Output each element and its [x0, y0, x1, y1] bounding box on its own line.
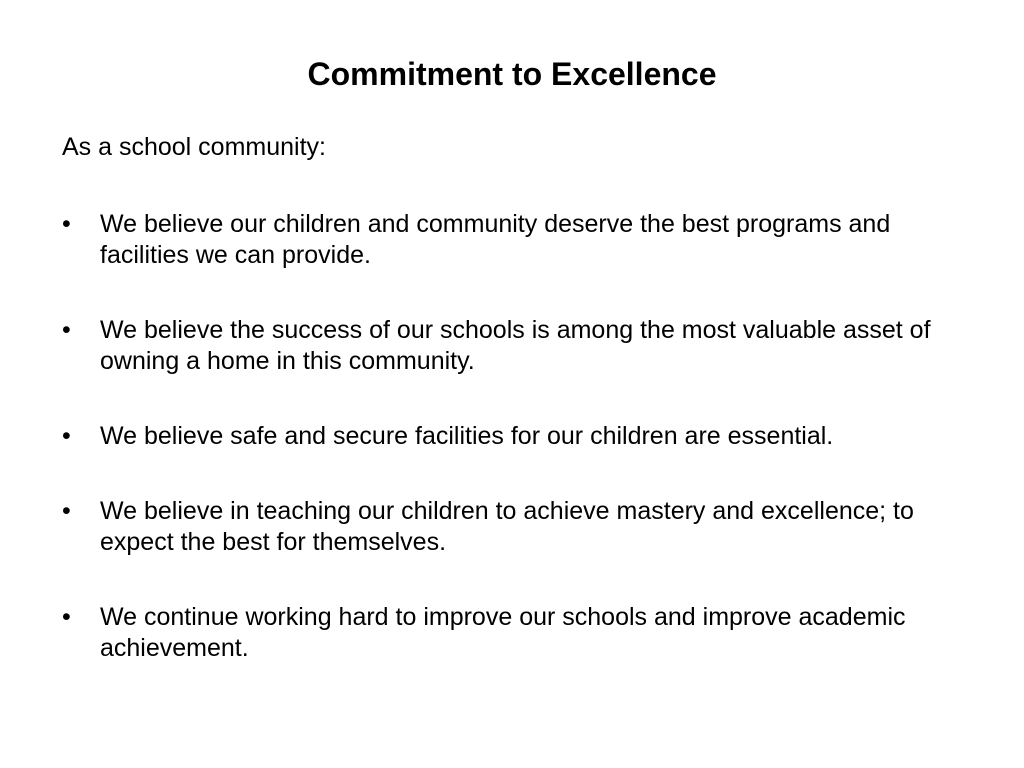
- bullet-item: [62, 315, 962, 377]
- bullet-list: [62, 209, 962, 664]
- bullet-item: [62, 421, 962, 452]
- bullet-item: [62, 602, 962, 664]
- bullet-text: We continue working hard to improve our schools and improve academic achievement.: [100, 603, 906, 662]
- bullet-text: We believe the success of our schools is among the most valuable asset of owning a home in this community.: [100, 316, 931, 375]
- bullet-text: We believe in teaching our children to achieve mastery and excellence; to expect the best for themselves.: [100, 497, 914, 556]
- bullet-item: [62, 496, 962, 558]
- bullet-icon: •: [62, 422, 71, 450]
- bullet-icon: •: [62, 210, 71, 238]
- slide-title: Commitment to Excellence: [307, 56, 717, 92]
- bullet-text: We believe safe and secure facilities for our children are essential.: [100, 422, 834, 450]
- bullet-item: [62, 209, 962, 271]
- intro-text: As a school community:: [62, 133, 326, 161]
- bullet-icon: •: [62, 316, 71, 344]
- bullet-text: We believe our children and community deserve the best programs and facilities we can provide.: [100, 210, 891, 269]
- bullet-icon: •: [62, 603, 71, 631]
- bullet-icon: •: [62, 497, 71, 525]
